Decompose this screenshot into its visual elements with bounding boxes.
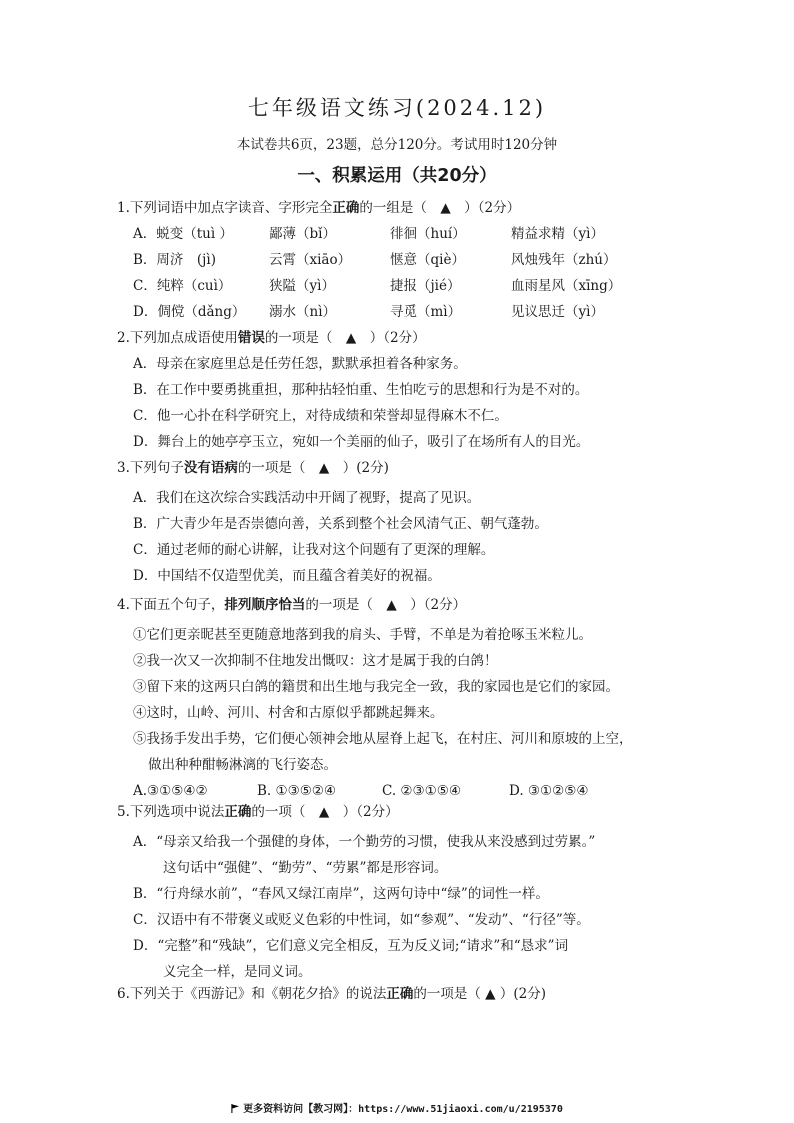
q1-row-a: A．蜕变（tuì ） bbox=[133, 226, 233, 242]
q1-row-d: D．倜傥（dǎng） bbox=[133, 304, 246, 320]
q3-option-d: D．中国结不仅造型优美，而且蕴含着美好的祝福。 bbox=[133, 568, 441, 584]
q1-cell: 云霄（xiāo） bbox=[269, 252, 352, 268]
q5-option-a-cont: 这句话中“强健”、“勤劳”、“劳累”都是形容词。 bbox=[163, 860, 448, 876]
q1-cell: 徘徊（huí） bbox=[390, 226, 466, 242]
q3-option-c: C．通过老师的耐心讲解，让我对这个问题有了更深的理解。 bbox=[133, 542, 495, 558]
q4-sentence-5: ⑤我扬手发出手势，它们便心领神会地从屋脊上起飞，在村庄、河川和原坡的上空， bbox=[133, 731, 633, 747]
q5-option-a: A．“母亲又给我一个强健的身体，一个勤劳的习惯，使我从来没感到过劳累。” bbox=[133, 834, 596, 850]
page-title: 七年级语文练习(2024.12) bbox=[247, 96, 547, 120]
q1-cell: 惬意（qiè） bbox=[390, 252, 465, 268]
q1-cell: 溺水（nì） bbox=[269, 304, 337, 320]
q2-option-a: A．母亲在家庭里总是任劳任怨，默默承担着各种家务。 bbox=[133, 356, 467, 372]
q4-sentence-3: ③留下来的这两只白鸽的籍贯和出生地与我完全一致，我的家园也是它们的家园。 bbox=[133, 679, 619, 695]
q4-sentence-5-cont: 做出种种酣畅淋漓的飞行姿态。 bbox=[148, 757, 337, 773]
question-4: 4.下面五个句子，排列顺序恰当的一项是（ ▲ ）（2分） bbox=[117, 597, 467, 613]
question-3: 3.下列句子没有语病的一项是（ ▲ ）(2分) bbox=[117, 460, 389, 476]
footer-link[interactable]: 更多资料访问【教习网】：https://www.51jiaoxi.com/u/2195370 bbox=[0, 1100, 794, 1115]
question-1: 1.下列词语中加点字读音、字形完全正确的一组是（ ▲ ）（2分） bbox=[117, 200, 521, 216]
q4-sentence-1: ①它们更亲昵甚至更随意地落到我的肩头、手臂，不单是为着抢啄玉米粒儿。 bbox=[133, 627, 592, 643]
question-2: 2.下列加点成语使用错误的一项是（ ▲ ）（2分） bbox=[117, 330, 426, 346]
q1-cell: 捷报（jié） bbox=[390, 278, 461, 294]
q1-cell: 狭隘（yì） bbox=[269, 278, 335, 294]
q1-row-c: C．纯粹（cuì） bbox=[133, 278, 232, 294]
q1-cell: 精益求精（yì） bbox=[511, 226, 604, 242]
q2-option-c: C．他一心扑在科学研究上，对待成绩和荣誉却显得麻木不仁。 bbox=[133, 408, 508, 424]
flag-icon bbox=[231, 1104, 240, 1113]
q4-choice-c: C. ②③①⑤④ bbox=[382, 783, 461, 799]
section-heading: 一、积累运用（共20分） bbox=[297, 166, 497, 186]
exam-info: 本试卷共6页，23题，总分120分。考试用时120分钟 bbox=[236, 137, 558, 153]
q3-option-a: A．我们在这次综合实践活动中开阔了视野，提高了见识。 bbox=[133, 490, 481, 506]
q1-cell: 寻觅（mì） bbox=[390, 304, 462, 320]
q1-cell: 血雨星风（xīng） bbox=[511, 278, 622, 294]
q5-option-c: C．汉语中有不带褒义或贬义色彩的中性词，如“参观”、“发动”、“行径”等。 bbox=[133, 912, 590, 928]
q4-choice-b: B. ①③⑤②④ bbox=[257, 783, 337, 799]
question-6: 6.下列关于《西游记》和《朝花夕拾》的说法正确的一项是（ ▲ ）(2分) bbox=[117, 986, 546, 1002]
q5-option-d: D．“完整”和“残缺”，它们意义完全相反，互为反义词;“请求”和“恳求”词 bbox=[133, 938, 569, 954]
q2-option-d: D．舞台上的她亭亭玉立，宛如一个美丽的仙子，吸引了在场所有人的目光。 bbox=[133, 434, 590, 450]
q2-option-b: B．在工作中要勇挑重担，那种拈轻怕重、生怕吃亏的思想和行为是不对的。 bbox=[133, 382, 589, 398]
q1-row-b: B．周济 (jì) bbox=[133, 252, 216, 268]
q3-option-b: B．广大青少年是否崇德向善，关系到整个社会风清气正、朝气蓬勃。 bbox=[133, 516, 548, 532]
q4-choice-d: D. ③①②⑤④ bbox=[509, 783, 589, 799]
question-5: 5.下列选项中说法正确的一项（ ▲ ）（2分） bbox=[117, 804, 399, 820]
q4-sentence-2: ②我一次又一次抑制不住地发出慨叹：这才是属于我的白鸽！ bbox=[133, 653, 498, 669]
q1-cell: 见议思迁（yì） bbox=[511, 304, 604, 320]
q4-sentence-4: ④这时，山岭、河川、村舍和古原似乎都跳起舞来。 bbox=[133, 705, 444, 721]
q4-choice-a: A.③①⑤④② bbox=[133, 783, 208, 799]
q1-cell: 风烛残年（zhú） bbox=[511, 252, 617, 268]
q1-cell: 鄙薄（bǐ） bbox=[269, 226, 336, 242]
q5-option-d-cont: 义完全一样，是同义词。 bbox=[163, 964, 312, 980]
q5-option-b: B．“行舟绿水前”，“春风又绿江南岸”，这两句诗中“绿”的词性一样。 bbox=[133, 886, 549, 902]
